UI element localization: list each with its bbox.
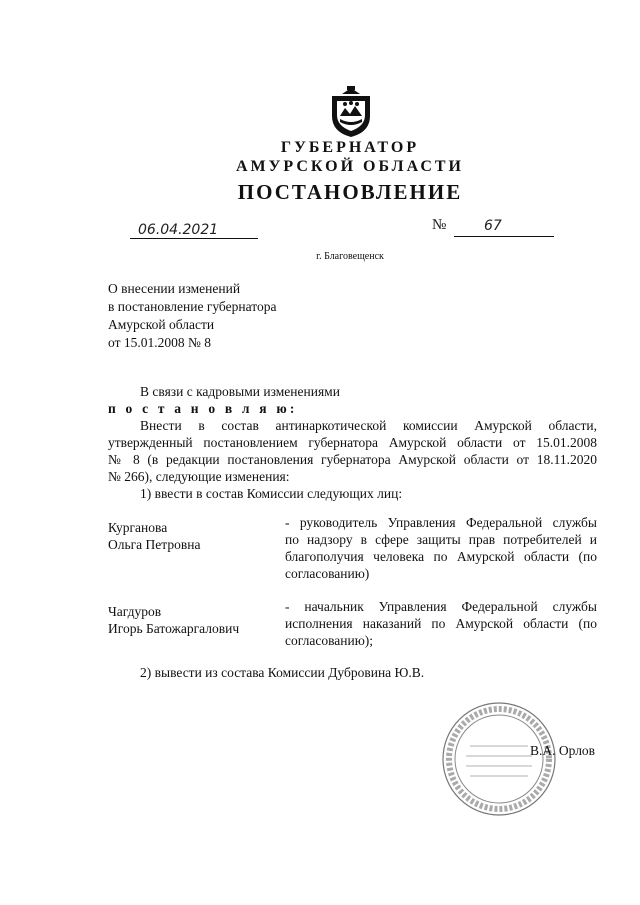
number-sign: № (432, 217, 447, 233)
person-given-name: Ольга Петровна (108, 537, 201, 552)
coat-of-arms-icon (328, 86, 374, 138)
person-role (285, 514, 597, 582)
person-name (108, 603, 239, 637)
paragraph-line: № 266), следующие изменения: (108, 469, 290, 484)
role-line: согласованию) (285, 566, 370, 581)
paragraph-line: № 8 (в редакции постановления губернатора Амурской области от 18.11.2020 (108, 452, 597, 467)
paragraph-line: Внести в состав антинаркотической комиссии Амурской области, (140, 418, 597, 433)
subject-block (108, 280, 276, 352)
role-line: благополучия человека по Амурской области (по (285, 549, 597, 564)
resolve-word: п о с т а н о в л я ю: (108, 401, 298, 416)
subject-line: от 15.01.2008 № 8 (108, 335, 211, 350)
intro-paragraph: В связи с кадровыми изменениями (140, 384, 340, 399)
person-role (285, 598, 597, 649)
paragraph-line: утвержденный постановлением губернатора Амурской области от 15.01.2008 (108, 435, 597, 450)
header-title-region: АМУРСКОЙ ОБЛАСТИ (236, 158, 464, 175)
list-item-remove: 2) вывести из состава Комиссии Дубровина Ю.В. (140, 665, 425, 680)
subject-line: О внесении изменений (108, 281, 241, 296)
role-line: исполнения наказаний по Амурской области (по (285, 616, 597, 631)
person-given-name: Игорь Батожаргалович (108, 621, 240, 636)
subject-line: в постановление губернатора (108, 299, 277, 314)
official-stamp-icon (440, 700, 558, 818)
header-title-governor: ГУБЕРНАТОР (280, 139, 420, 156)
role-line: - начальник Управления Федеральной службы (285, 599, 597, 614)
person-surname: Чагдуров (108, 604, 162, 619)
signature-name: В.А. Орлов (530, 743, 596, 758)
document-number: 67 (484, 218, 502, 234)
role-line: согласованию); (285, 633, 374, 648)
date-underline (130, 238, 258, 239)
document-date: 06.04.2021 (138, 222, 219, 238)
person-name (108, 519, 200, 553)
list-item-add: 1) ввести в состав Комиссии следующих лиц: (140, 486, 403, 501)
role-line: - руководитель Управления Федеральной службы (285, 515, 597, 530)
number-underline (454, 236, 554, 237)
subject-line: Амурской области (108, 317, 215, 332)
role-line: по надзору в сфере защиты прав потребителей и (285, 532, 597, 547)
city-label: г. Благовещенск (316, 251, 384, 262)
person-surname: Курганова (108, 520, 168, 535)
document-type-title: ПОСТАНОВЛЕНИЕ (237, 180, 463, 204)
